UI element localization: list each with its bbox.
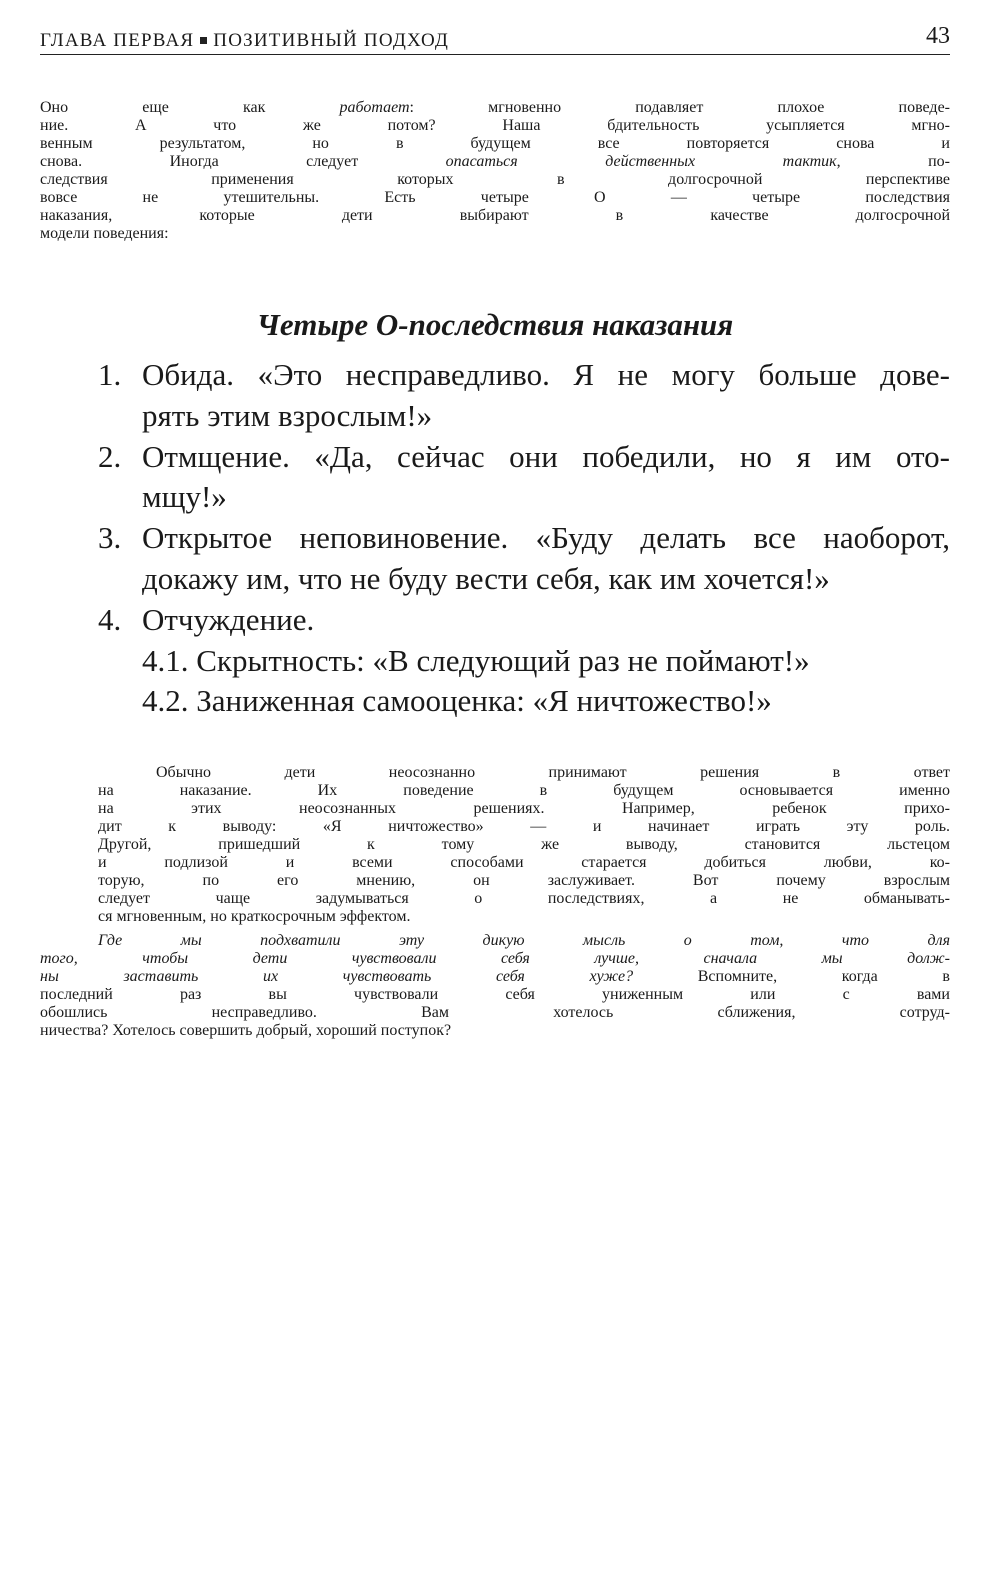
list-item-number: 3. <box>98 520 122 556</box>
chapter-label: ГЛАВА ПЕРВАЯ <box>40 30 195 51</box>
paragraph-line <box>40 932 950 950</box>
list-item-line: Отмщение. «Да, сейчас они победили, но я им ото- <box>142 438 950 474</box>
list-item <box>40 600 950 641</box>
paragraph-line: на этих неосознанных решениях. Например, ребенок прихо- <box>98 800 950 818</box>
list-item-line: рять этим взрослым!» <box>142 397 433 433</box>
list-item <box>40 355 950 437</box>
list-item-line: Обида. «Это несправедливо. Я не могу больше дове- <box>142 357 950 392</box>
italic-text: того, чтобы дети чувствовали себя лучше, сначала мы долж- <box>40 950 950 968</box>
paragraph-line: торую, по его мнению, он заслуживает. Вот почему взрослым <box>98 872 950 890</box>
list-item-line: мщу!» <box>142 479 227 515</box>
running-head <box>40 18 950 55</box>
paragraph-3 <box>40 932 950 1040</box>
paragraph-line: Другой, пришедший к тому же выводу, становится льстецом <box>98 836 950 854</box>
paragraph-line: Обычно дети неосознанно принимают решения в ответ <box>156 764 950 782</box>
paragraph-line: снова. Иногда следует опасаться действенных тактик, по- <box>40 153 951 170</box>
book-page <box>40 18 950 1040</box>
section-label: ПОЗИТИВНЫЙ ПОДХОД <box>213 30 450 51</box>
paragraph-line: последний раз вы чувствовали себя униженным или с вами <box>40 986 950 1004</box>
list-item-line: Отчуждение. <box>142 601 315 637</box>
list-item-number: 4. <box>98 601 122 637</box>
page-number: 43 <box>926 23 950 49</box>
paragraph-line: дит к выводу: «Я ничтожество» — и начинает играть эту роль. <box>98 818 950 836</box>
paragraph-line: венным результатом, но в будущем все повторяется снова и <box>40 135 950 152</box>
paragraph-line: ние. А что же потом? Наша бдительность усыпляется мгно- <box>40 117 950 134</box>
consequences-list <box>40 355 950 722</box>
list-item-number: 1. <box>98 357 122 392</box>
list-item <box>40 437 950 519</box>
italic-text: работает <box>339 99 410 116</box>
running-title <box>40 30 449 52</box>
italic-text: ны заставить их чувствовать себя хуже? <box>40 968 634 986</box>
paragraph-1 <box>40 99 950 243</box>
sub-list-item: 4.2. Заниженная самооценка: «Я ничтожество!» <box>142 683 772 719</box>
paragraph-line: следствия применения которых в долгосрочной перспективе <box>40 171 950 188</box>
sub-list-item: 4.1. Скрытность: «В следующий раз не поймают!» <box>142 642 810 678</box>
italic-text: Где мы подхватили эту дикую мысль о том, что для <box>98 932 950 950</box>
paragraph-line: и подлизой и всеми способами старается добиться любви, ко- <box>98 854 950 872</box>
paragraph-line: ся мгновенным, но краткосрочным эффектом. <box>98 908 411 926</box>
list-item-number: 2. <box>98 438 122 474</box>
paragraph-line: Оно еще как работает: мгновенно подавляет плохое поведе- <box>40 99 950 116</box>
separator-square-icon <box>200 37 207 44</box>
list-item <box>40 518 950 600</box>
paragraph-line: следует чаще задумываться о последствиях, а не обманывать- <box>98 890 950 908</box>
paragraph-2 <box>40 764 950 926</box>
paragraph-line: на наказание. Их поведение в будущем основывается именно <box>98 782 950 800</box>
list-item-line: докажу им, что не буду вести себя, как им хочется!» <box>142 560 830 596</box>
paragraph-line: наказания, которые дети выбирают в качестве долгосрочной <box>40 207 950 224</box>
regular-text: Вспомните, когда в <box>633 968 950 986</box>
paragraph-line: вовсе не утешительны. Есть четыре О — четыре последствия <box>40 189 950 206</box>
paragraph-line: ничества? Хотелось совершить добрый, хороший поступок? <box>40 1022 452 1040</box>
section-title: Четыре О-последствия наказания <box>256 307 734 342</box>
paragraph-line <box>40 968 950 986</box>
paragraph-line: обошлись несправедливо. Вам хотелось сближения, сотруд- <box>40 1004 950 1022</box>
italic-text: опасаться действенных тактик <box>445 153 837 170</box>
paragraph-line: модели поведения: <box>40 225 169 242</box>
list-item-line: Открытое неповиновение. «Буду делать все наоборот, <box>142 520 950 556</box>
paragraph-line <box>40 950 950 968</box>
